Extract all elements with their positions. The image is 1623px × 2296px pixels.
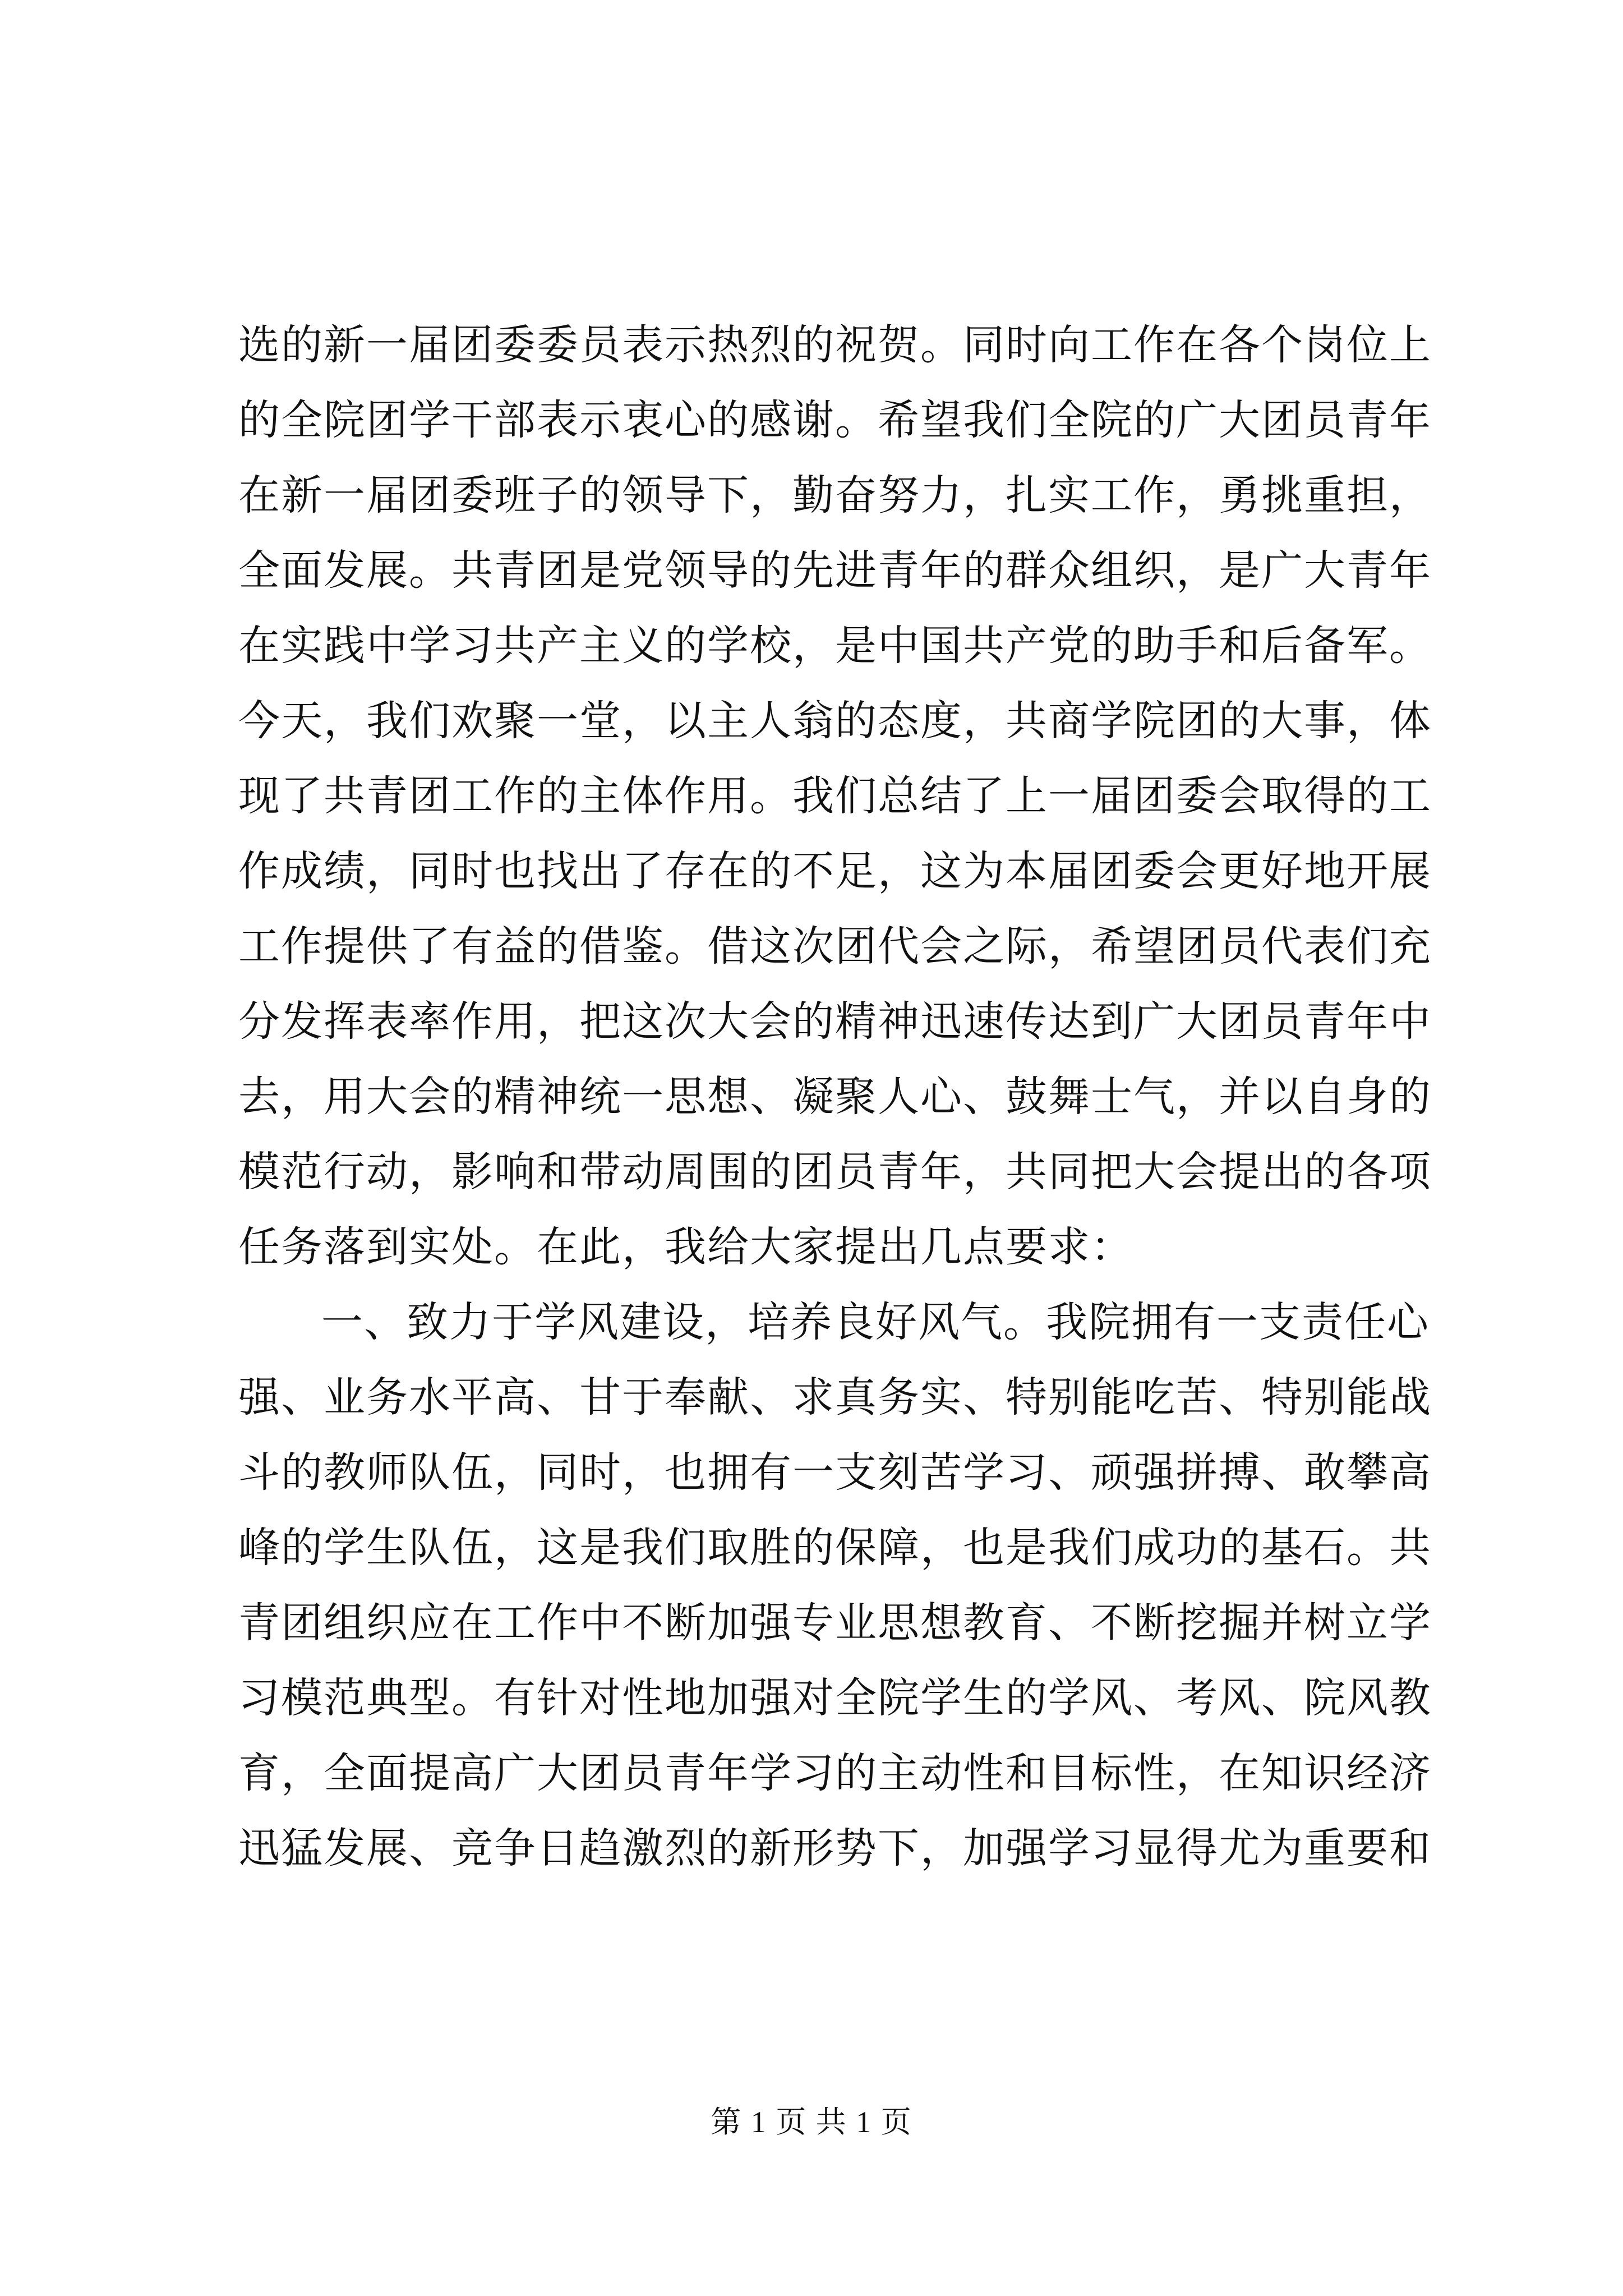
text-line: 去，用大会的精神统一思想、凝聚人心、鼓舞士气，并以自身的: [238, 1073, 1432, 1121]
text-line: 的全院团学干部表示衷心的感谢。希望我们全院的广大团员青年: [238, 396, 1432, 444]
text-line: 作成绩，同时也找出了存在的不足，这为本届团委会更好地开展: [238, 847, 1432, 895]
text-line: 育，全面提高广大团员青年学习的主动性和目标性，在知识经济: [238, 1749, 1432, 1797]
page-number-label: 第 1 页 共 1 页: [711, 2105, 912, 2139]
text-line: 峰的学生队伍，这是我们取胜的保障，也是我们成功的基石。共: [238, 1524, 1432, 1572]
text-line: 工作提供了有益的借鉴。借这次团代会之际，希望团员代表们充: [238, 922, 1432, 970]
body-text: [238, 307, 1432, 1886]
paragraph-start-line: 一、致力于学风建设，培养良好风气。我院拥有一支责任心: [321, 1298, 1430, 1346]
text-line: 现了共青团工作的主体作用。我们总结了上一届团委会取得的工: [238, 772, 1432, 820]
text-line: 在实践中学习共产主义的学校，是中国共产党的助手和后备军。: [238, 622, 1432, 670]
text-line: 模范行动，影响和带动周围的团员青年，共同把大会提出的各项: [238, 1148, 1432, 1196]
text-line: 分发挥表率作用，把这次大会的精神迅速传达到广大团员青年中: [238, 997, 1432, 1046]
page-footer: [0, 2102, 1623, 2142]
text-line: 习模范典型。有针对性地加强对全院学生的学风、考风、院风教: [238, 1674, 1432, 1722]
text-line: 全面发展。共青团是党领导的先进青年的群众组织，是广大青年: [238, 546, 1432, 595]
text-line: 青团组织应在工作中不断加强专业思想教育、不断挖掘并树立学: [238, 1599, 1432, 1647]
text-line: 选的新一届团委委员表示热烈的祝贺。同时向工作在各个岗位上: [238, 321, 1432, 369]
text-line: 今天，我们欢聚一堂，以主人翁的态度，共商学院团的大事，体: [238, 697, 1432, 745]
text-line: 迅猛发展、竞争日趋激烈的新形势下，加强学习显得尤为重要和: [238, 1824, 1432, 1872]
text-line: 斗的教师队伍，同时，也拥有一支刻苦学习、顽强拼搏、敢攀高: [238, 1448, 1432, 1497]
text-line: 强、业务水平高、甘于奉献、求真务实、特别能吃苦、特别能战: [238, 1373, 1432, 1421]
text-line: 任务落到实处。在此，我给大家提出几点要求：: [238, 1223, 1133, 1271]
text-line: 在新一届团委班子的领导下，勤奋努力，扎实工作，勇挑重担，: [238, 471, 1432, 519]
